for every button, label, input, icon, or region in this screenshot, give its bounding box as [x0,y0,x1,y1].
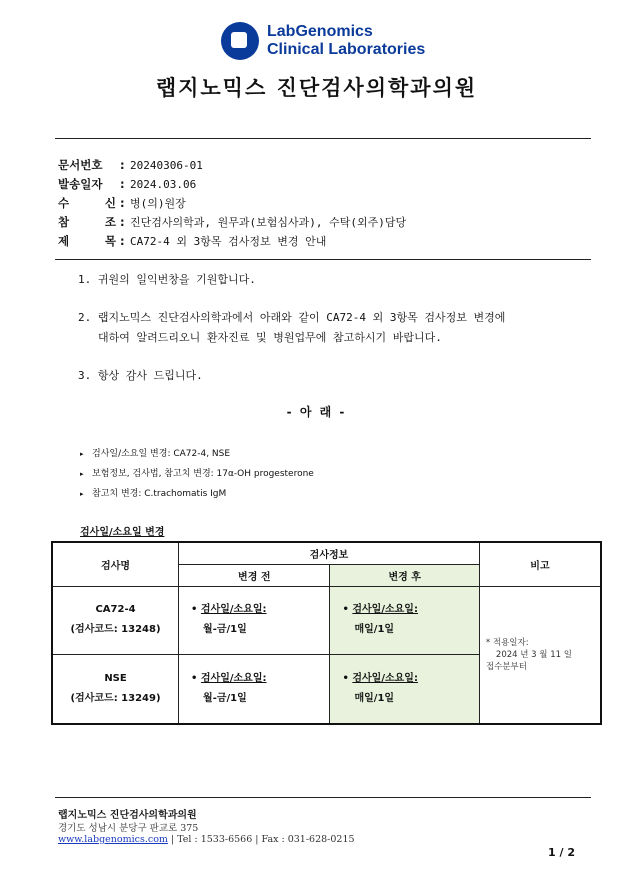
before-cell: • 검사일/소요일: 월-금/1일 [179,586,330,654]
meta-row-doc-number: 문서번호 : 20240306-01 [58,156,406,175]
change-summary-list [80,444,314,504]
meta-value: 진단검사의학과, 원무과(보험심사과), 수탁(외주)담당 [130,216,407,229]
company-logo [221,22,425,60]
document-meta [58,156,406,251]
bullet-icon: ▸ [80,470,84,478]
meta-row-reference: 참 조 : 진단검사의학과, 원무과(보험심사과), 수탁(외주)담당 [58,213,406,232]
footer-divider [55,797,591,798]
footer-address: 경기도 성남시 분당구 판교로 375 [58,823,199,834]
page-number: 1 / 2 [548,846,575,859]
meta-label: 발송일자 [58,177,103,191]
header-after: 변경 후 [330,564,479,586]
meta-value: CA72-4 외 3항목 검사정보 변경 안내 [130,235,327,248]
logo-line-2: Clinical Laboratories [267,41,426,58]
meta-row-subject: 제 목 : CA72-4 외 3항목 검사정보 변경 안내 [58,232,406,251]
website-link[interactable]: www.labgenomics.com [58,834,168,845]
meta-divider [55,259,591,260]
bullet-icon: ▸ [80,490,84,498]
list-item: ▸ 참고치 변경: C.trachomatis IgM [80,484,314,504]
header-note: 비고 [479,542,601,586]
meta-label: 문서번호 [58,158,103,172]
before-cell: • 검사일/소요일: 월-금/1일 [179,654,330,724]
note-cell: * 적용일자: 2024 년 3 월 11 일 접수분부터 [479,586,601,724]
footer-org-name: 랩지노믹스 진단검사의학과의원 [58,810,197,821]
header-before: 변경 전 [179,564,330,586]
paragraph-3: 3. 항상 감사 드립니다. [78,369,203,382]
meta-row-date: 발송일자 : 2024.03.06 [58,175,406,194]
logo-wordmark [267,23,425,59]
test-name-cell: CA72-4 (검사코드: 13248) [52,586,179,654]
paragraph-2-line-2: 대하여 알려드리오니 환자진료 및 병원업무에 참고하시기 바랍니다. [98,331,442,344]
header-test-name: 검사명 [52,542,179,586]
paragraph-1: 1. 귀원의 일익번창을 기원합니다. [78,273,256,286]
header-divider [55,138,591,139]
paragraph-2 [78,308,505,348]
logo-mark-icon [221,22,259,60]
meta-value: 병(의)원장 [130,197,186,210]
meta-value: 2024.03.06 [130,178,197,191]
bullet-icon: ▸ [80,450,84,458]
after-cell: • 검사일/소요일: 매일/1일 [330,654,479,724]
paragraph-2-line-1: 2. 랩지노믹스 진단검사의학과에서 아래와 같이 CA72-4 외 3항목 검사정보 변경에 [78,311,506,324]
table-row [52,586,601,654]
meta-row-recipient: 수 신 : 병(의)원장 [58,194,406,213]
test-name-cell: NSE (검사코드: 13249) [52,654,179,724]
change-table [51,541,602,725]
document-title: 랩지노믹스 진단검사의학과의원 [155,76,478,100]
footer-contact [58,834,355,845]
logo-line-1: LabGenomics [267,23,373,40]
meta-label: 수 신 [58,196,116,210]
phone-fax: | Tel : 1533-6566 | Fax : 031-628-0215 [170,834,355,845]
meta-label: 제 목 [58,234,116,248]
after-cell: • 검사일/소요일: 매일/1일 [330,586,479,654]
header-test-info: 검사정보 [179,542,480,564]
table-caption: 검사일/소요일 변경 [80,527,165,538]
list-item: ▸ 보험정보, 검사법, 참고치 변경: 17α-OH progesterone [80,464,314,484]
section-heading: - 아 래 - [286,405,347,419]
meta-value: 20240306-01 [130,159,203,172]
meta-label: 참 조 [58,215,116,229]
list-item: ▸ 검사일/소요일 변경: CA72-4, NSE [80,444,314,464]
